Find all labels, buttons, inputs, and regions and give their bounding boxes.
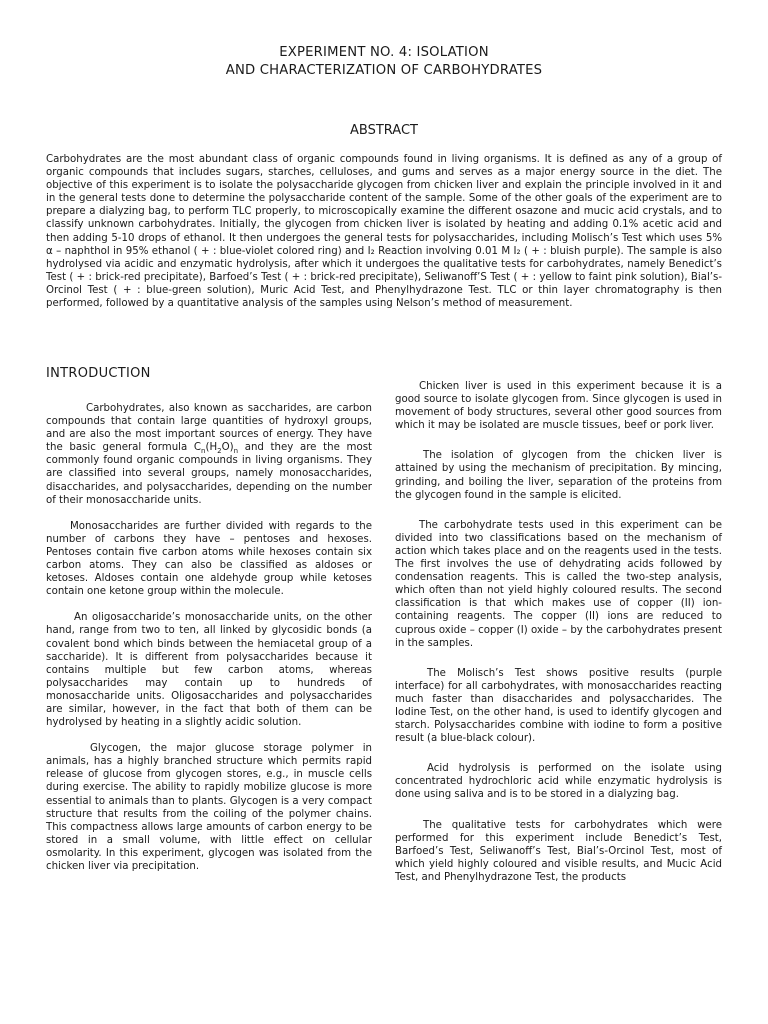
title-line-2: AND CHARACTERIZATION OF CARBOHYDRATES [225, 63, 543, 78]
paper-title [0, 44, 768, 80]
intro-paragraph-8: The Molisch’s Test shows positive results (purple interface) for all carbohydrates, with monosaccharides reacting much faster than disaccharides and polysaccharides. The Iodine Test, on the other hand, is used to identify glycogen and starch. Polysaccharides combine with iodine to form a positive result (a blue-black colour). [395, 667, 722, 745]
intro-paragraph-7: The carbohydrate tests used in this experiment can be divided into two classifications based on the mechanism of action which takes place and on the reagents used in the tests. The first involves the use of dehydrating acids followed by condensation reagents. This is called the two-step analysis, which often than not yield highly coloured results. The second classification is that which makes use of copper (II) ion-containing reagents. The copper (II) ions are reduced to cuprous oxide – copper (I) oxide – by the carbohydrates present in the samples. [395, 519, 722, 649]
formula-end: O) [221, 442, 234, 454]
intro-p1-before: Carbohydrates, also known as saccharides, are carbon compounds that contain large quantities of hydroxyl groups, and are also the most important sources of energy. They have the basic general formula [46, 403, 372, 454]
intro-paragraph-6: The isolation of glycogen from the chicken liver is attained by using the mechanism of precipitation. By mincing, grinding, and boiling the liver, separation of the proteins from the glycogen found in the sample is elicited. [395, 450, 722, 501]
intro-paragraph-5: Chicken liver is used in this experiment because it is a good source to isolate glycogen from. Since glycogen is used in movement of body structures, several other good sources from which it may be isolated are muscle tissues, beef or pork liver. [395, 381, 722, 432]
intro-paragraph-3: An oligosaccharide’s monosaccharide units, on the other hand, range from two to ten, all linked by glycosidic bonds (a covalent bond which binds between the hemiacetal group of a saccharide). It is different from polysaccharides because it contains multiple but few carbon atoms, whereas polysaccharides may contain up to hundreds of monosaccharide units. Oligosaccharides and polysaccharides are similar, however, in the fact that both of them can be hydrolysed by heating in a slightly acidic solution. [46, 612, 372, 729]
intro-paragraph-9: Acid hydrolysis is performed on the isolate using concentrated hydrochloric acid while enzymatic hydrolysis is done using saliva and is to be stored in a dialyzing bag. [395, 763, 722, 801]
left-column [46, 402, 372, 886]
intro-p1-after: and they are the most commonly found organic compounds in living organisms. They are classified into several groups, namely monosaccharides, disaccharides, and polysaccharides, depending on the number of their monosaccharide units. [46, 442, 372, 506]
general-formula [193, 442, 239, 456]
right-column [395, 380, 722, 901]
abstract-text: Carbohydrates are the most abundant class of organic compounds found in living organisms. It is defined as any of a group of organic compounds that includes sugars, starches, celluloses, and gums and serves as a major energy source in the diet. The objective of this experiment is to isolate the polysaccharide glycogen from chicken liver and explain the principle involved in it and in the general tests done to determine the polysaccharide content of the sample. Some of the other goals of the experiment are to prepare a dialyzing bag, to perform TLC properly, to microscopically examine the different osazone and mucic acid crystals, and to classify unknown carbohydrates. Initially, the glycogen from chicken liver is isolated by heating and adding 0.1% acetic acid and then adding 5-10 drops of ethanol. It then undergoes the general tests for polysaccharides, including Molisch’s Test which uses 5% α – naphthol in 95% ethanol ( + : blue-violet colored ring) and I₂ Reaction involving 0.01 M I₂ ( + : bluish purple). The sample is also hydrolysed via acidic and enzymatic hydrolysis, after which it undergoes the qualitative tests for carbohydrates, namely Benedict’s Test ( + : brick-red precipitate), Barfoed’s Test ( + : brick-red precipitate), Seliwanoff’S Test ( + : yellow to faint pink solution), Bial’s-Orcinol Test ( + : blue-green solution), Muric Acid Test, and Phenylhydrazone Test. TLC or thin layer chromatography is then performed, followed by a quantitative analysis of the samples using Nelson’s method of measurement. [46, 154, 722, 310]
formula-mid: (H [205, 442, 218, 454]
intro-paragraph-10: The qualitative tests for carbohydrates which were performed for this experiment include Benedict’s Test, Barfoed’s Test, Seliwanoff’s Test, Bial’s-Orcinol Test, most of which yield highly coloured and visible results, and Mucic Acid Test, and Phenylhydrazone Test, the products [395, 819, 722, 883]
abstract-heading: ABSTRACT [350, 123, 418, 138]
intro-paragraph-2: Monosaccharides are further divided with regards to the number of carbons they have – pentoses and hexoses. Pentoses contain five carbon atoms while hexoses contain six carbon atoms. They can also be classified as aldoses or ketoses. Aldoses contain one aldehyde group while ketoses contain one ketone group within the molecule. [46, 520, 372, 598]
title-line-1: EXPERIMENT NO. 4: ISOLATION [279, 45, 489, 60]
formula-sub-n2: n [233, 447, 239, 456]
intro-paragraph-1 [46, 402, 372, 507]
introduction-heading: INTRODUCTION [46, 366, 151, 381]
formula-c: C [193, 442, 202, 454]
formula-sub-n1: n [201, 447, 206, 456]
intro-paragraph-4: Glycogen, the major glucose storage polymer in animals, has a highly branched structure which permits rapid release of glucose from glycogen stores, e.g., in muscle cells during exercise. The ability to rapidly mobilize glucose is more essential to animals than to plants. Glycogen is a very compact structure that results from the coiling of the polymer chains. This compactness allows large amounts of carbon energy to be stored in a small volume, with little effect on cellular osmolarity. In this experiment, glycogen was isolated from the chicken liver via precipitation. [46, 743, 372, 872]
formula-sub-2: 2 [217, 447, 222, 456]
